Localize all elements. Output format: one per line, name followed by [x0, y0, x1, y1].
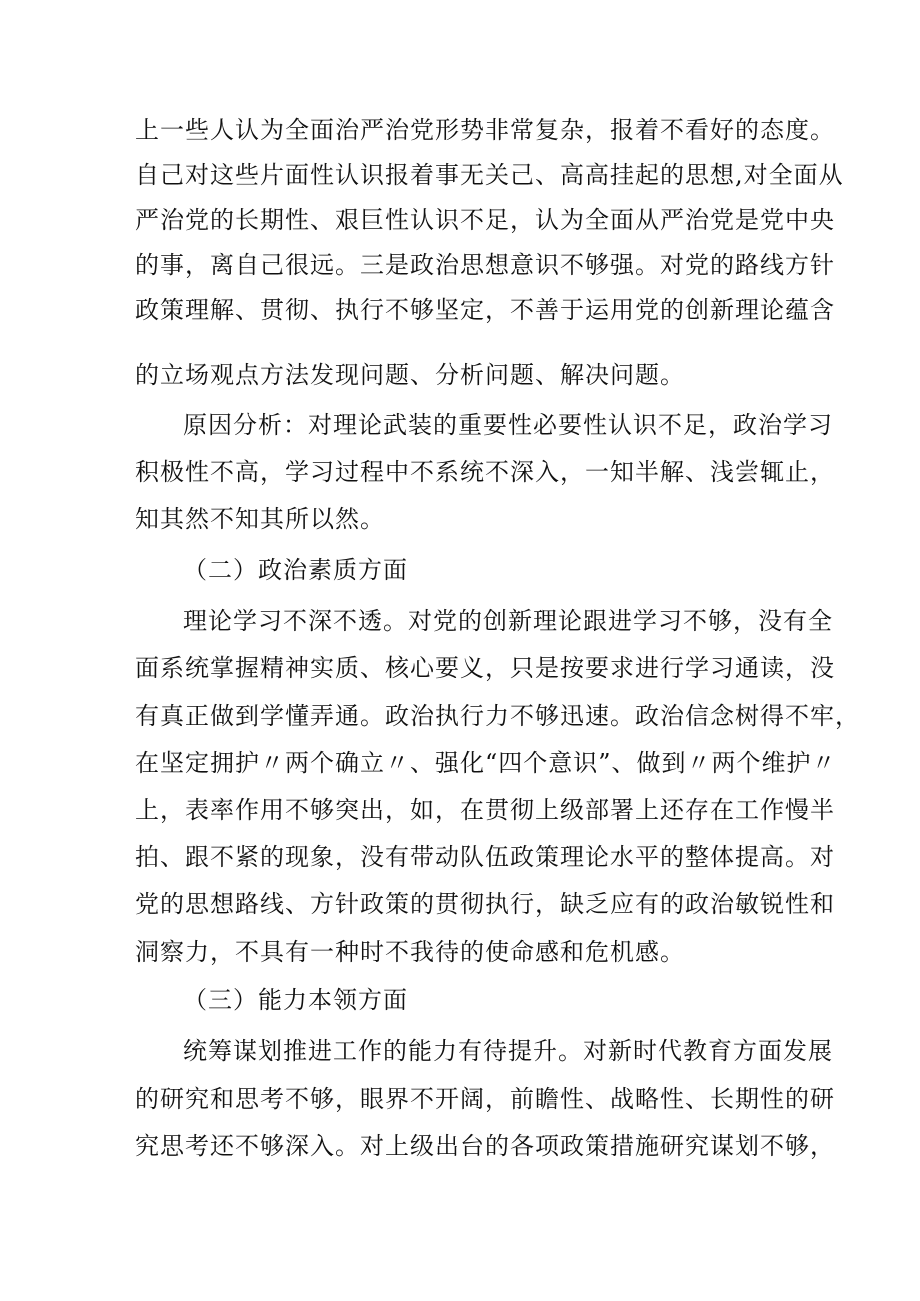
text-line: 在坚定拥护〃两个确立〃、强化“四个意识”、做到〃两个维护〃: [135, 749, 837, 777]
text-line: 理论学习不深不透。对党的创新理论跟进学习不够，没有全: [183, 607, 833, 635]
text-line: 积极性不高，学习过程中不系统不深入，一知半解、浅尝辄止，: [135, 458, 835, 486]
text-line: 统筹谋划推进工作的能力有待提升。对新时代教育方面发展: [183, 1037, 833, 1065]
text-line: 上，表率作用不够突出，如，在贯彻上级部署上还存在工作慢半: [135, 796, 835, 824]
text-line: 上一些人认为全面治严治党形势非常复杂，报着不看好的态度。: [135, 116, 835, 144]
text-line: 拍、跟不紧的现象，没有带动队伍政策理论水平的整体提高。对: [135, 843, 835, 871]
text-line: 的事，离自己很远。三是政治思想意识不够强。对党的路线方针: [135, 251, 835, 279]
text-line: 的研究和思考不够，眼界不开阔，前瞻性、战略性、长期性的研: [135, 1085, 835, 1113]
text-line: 有真正做到学懂弄通。政治执行力不够迅速。政治信念树得不牢，: [135, 702, 860, 730]
text-line: 面系统掌握精神实质、核心要义，只是按要求进行学习通读，没: [135, 654, 835, 682]
text-line: 党的思想路线、方针政策的贯彻执行，缺乏应有的政治敏锐性和: [135, 890, 835, 918]
section-heading: （二）政治素质方面: [183, 556, 408, 584]
text-line: 知其然不知其所以然。: [135, 505, 385, 533]
text-line: 自己对这些片面性认识报着事无关己、高高挂起的思想,对全面从: [135, 161, 844, 189]
text-line: 严治党的长期性、艰巨性认识不足，认为全面从严治党是党中央: [135, 206, 835, 234]
text-line: 究思考还不够深入。对上级出台的各项政策措施研究谋划不够，: [135, 1132, 835, 1160]
text-line: 的立场观点方法发现问题、分析问题、解决问题。: [135, 361, 685, 389]
text-line: 政策理解、贯彻、执行不够坚定，不善于运用党的创新理论蕴含: [135, 296, 835, 324]
section-heading: （三）能力本领方面: [183, 986, 408, 1014]
text-line: 洞察力，不具有一种时不我待的使命感和危机感。: [135, 938, 685, 966]
text-line: 原因分析：对理论武装的重要性必要性认识不足，政治学习: [183, 411, 833, 439]
